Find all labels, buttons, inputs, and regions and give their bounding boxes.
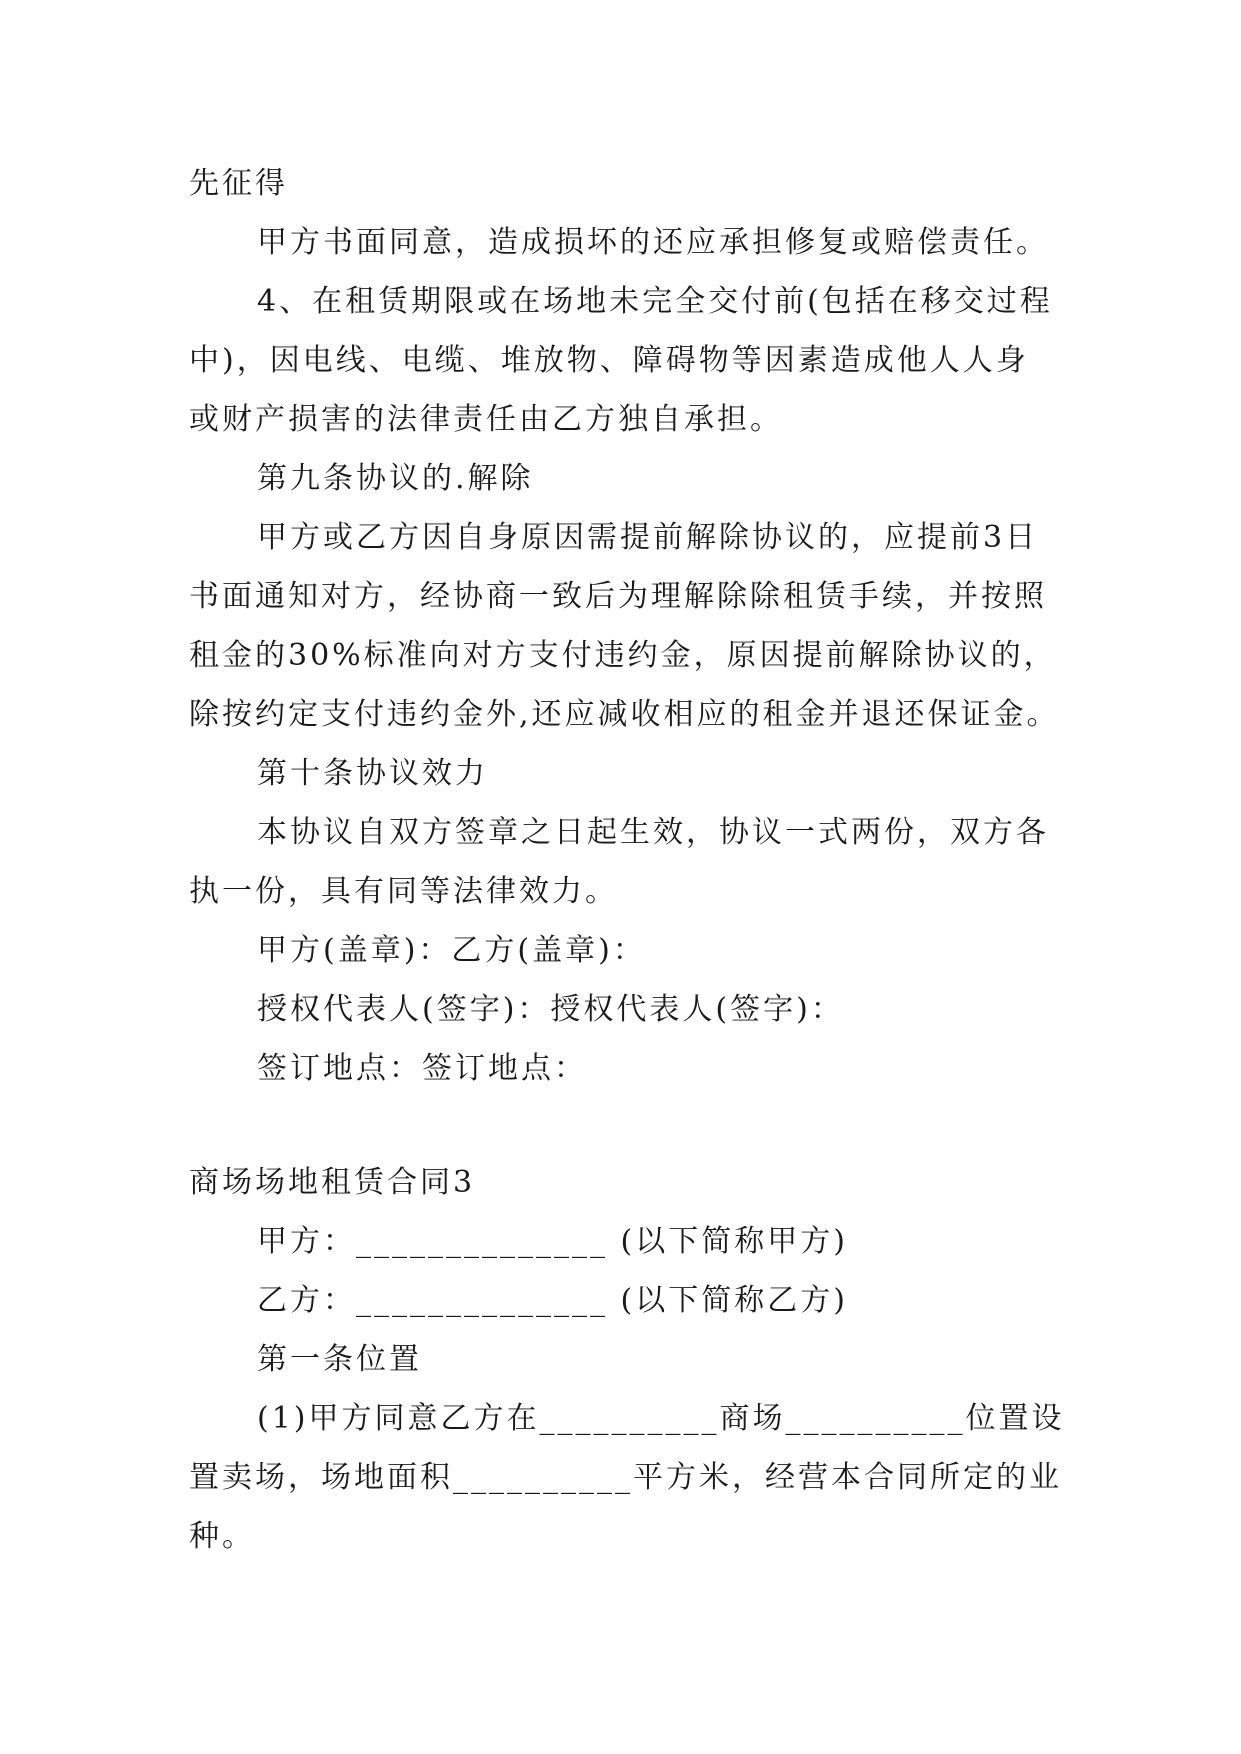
signature-line: 甲方(盖章)：乙方(盖章)： [257, 933, 646, 968]
text-line: 中)，因电线、电缆、堆放物、障碍物等因素造成他人人身 [189, 343, 1029, 378]
party-a-line: 甲方：______________ (以下简称甲方) [257, 1224, 848, 1259]
text-line: 先征得 [189, 166, 288, 201]
document-title: 商场场地租赁合同3 [189, 1165, 476, 1200]
text-line: 置卖场，场地面积__________平方米，经营本合同所定的业 [189, 1460, 1062, 1495]
section-heading: 第十条协议效力 [257, 756, 488, 791]
text-line: 甲方书面同意，造成损坏的还应承担修复或赔偿责任。 [257, 225, 1049, 260]
section-heading: 第一条位置 [257, 1342, 422, 1377]
party-b-line: 乙方：______________ (以下简称乙方) [257, 1283, 848, 1318]
signature-line: 签订地点：签订地点： [257, 1051, 587, 1086]
text-line: 除按约定支付违约金外,还应减收相应的租金并退还保证金。 [189, 697, 1060, 732]
text-line: 本协议自双方签章之日起生效，协议一式两份，双方各 [257, 815, 1049, 850]
text-line: (1)甲方同意乙方在__________商场__________位置设 [257, 1401, 1065, 1436]
section-heading: 第九条协议的.解除 [257, 461, 534, 496]
text-line: 租金的30%标准向对方支付违约金，原因提前解除协议的， [189, 638, 1057, 673]
text-line: 书面通知对方，经协商一致后为理解除除租赁手续，并按照 [189, 579, 1047, 614]
text-line: 4、在租赁期限或在场地未完全交付前(包括在移交过程 [257, 284, 1053, 319]
text-line: 执一份，具有同等法律效力。 [189, 874, 618, 909]
text-line: 或财产损害的法律责任由乙方独自承担。 [189, 402, 783, 437]
text-line: 种。 [189, 1519, 255, 1554]
text-line: 甲方或乙方因自身原因需提前解除协议的，应提前3日 [257, 520, 1039, 555]
signature-line: 授权代表人(签字)：授权代表人(签字)： [257, 992, 844, 1027]
